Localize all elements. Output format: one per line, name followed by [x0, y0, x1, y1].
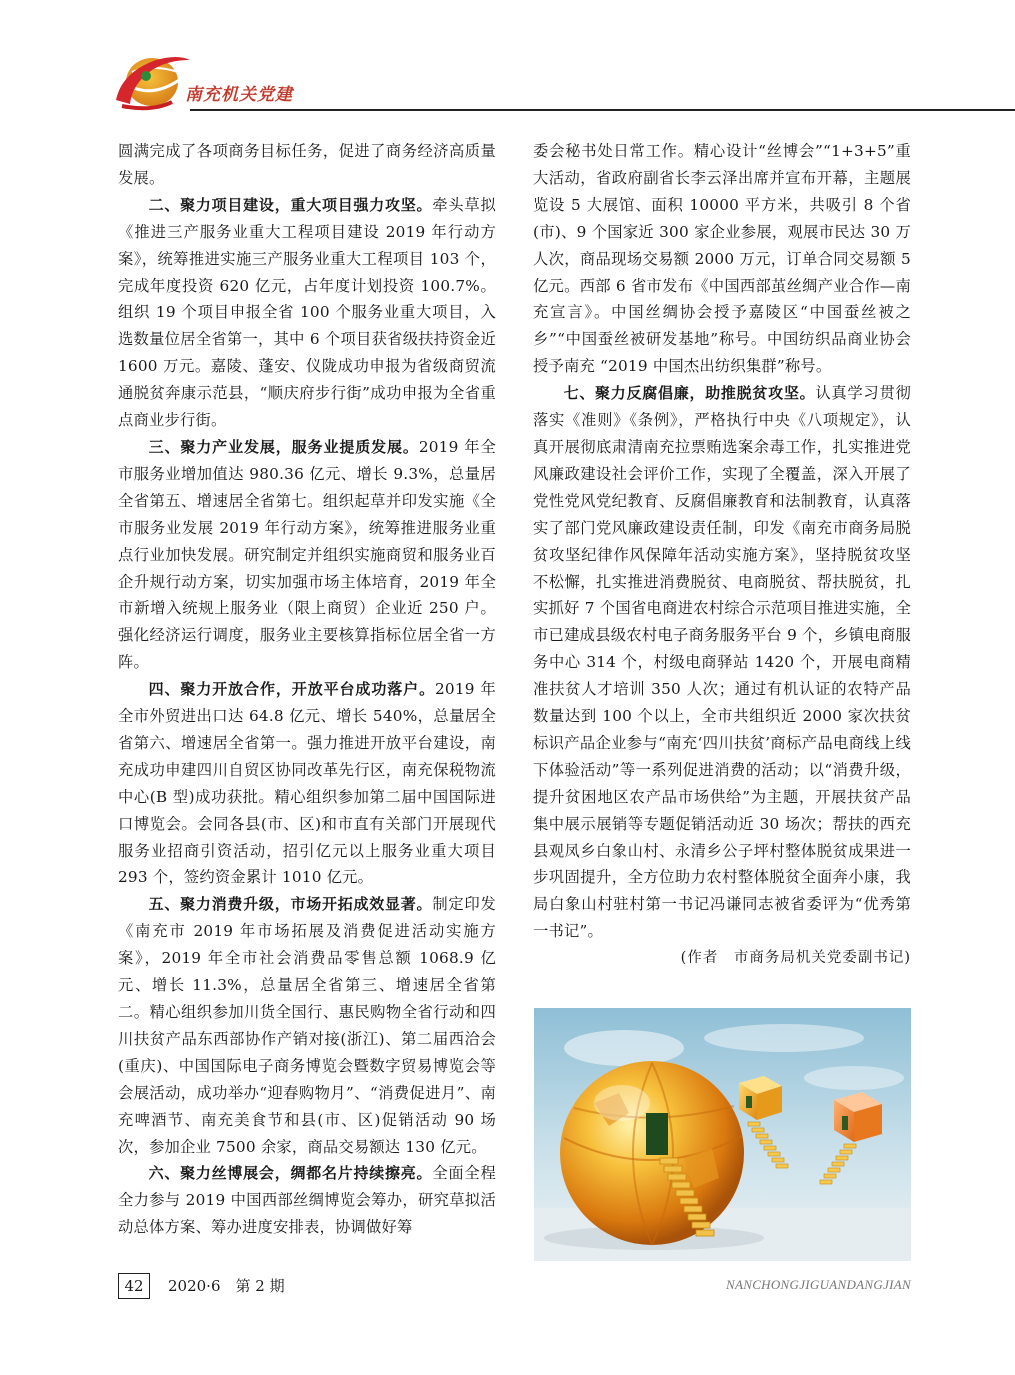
magazine-name: 南充机关党建 [185, 85, 293, 105]
magazine-logo-icon [112, 42, 192, 112]
issue-label: 2020·6 第 2 期 [168, 1277, 285, 1295]
page-header [0, 0, 1015, 130]
right-text-column [533, 138, 911, 971]
golden-globe-illustration [534, 1008, 911, 1261]
section-heading: 七、聚力反腐倡廉，助推脱贫攻坚。 [563, 384, 816, 403]
author-note: (作者 市商务局机关党委副书记) [680, 950, 911, 967]
paragraph-industry-development: 三、聚力产业发展，服务业提质发展。2019 年全市服务业增加值达 980.36 亿元、增长 9.3%，总量居全省第五、增速居全省第七。组织起草并印发实施《全市服务业发展 2019 年行动方案》，统筹推进服务业重点行业加快发展。研究制定并组织实施商贸和服务业百企升规行动方案，切实加强市场主体培育，2019 年全市新增入统规上服务业（限上商贸）企业近 250 户。强化经济运行调度，服务业主要核算指标位居全省一方阵。 [118, 437, 496, 672]
magazine-pinyin-title: NANCHONGJIGUANDANGJIAN [726, 1277, 911, 1292]
section-heading: 二、聚力项目建设，重大项目强力攻坚。 [148, 195, 433, 214]
left-text-column [118, 138, 496, 1241]
paragraph-open-cooperation: 四、聚力开放合作，开放平台成功落户。2019 年全市外贸进出口达 64.8 亿元、增长 540%，总量居全省第六、增速居全省第一。强力推进开放平台建设，南充成功申建四川自贸区协同改革先行区，南充保税物流中心(B 型)成功获批。精心组织参加第二届中国国际进口博览会。会同各县(市、区)和市直有关部门开展现代服务业招商引资活动，招引亿元以上服务业重大项目 293 个，签约资金累计 1010 亿元。 [118, 680, 496, 887]
header-divider [190, 109, 1015, 111]
paragraph-anti-corruption: 七、聚力反腐倡廉，助推脱贫攻坚。认真学习贯彻落实《准则》《条例》，严格执行中央《八项规定》，认真开展彻底肃清南充拉票贿选案余毒工作，扎实推进党风廉政建设社会评价工作，实现了全覆盖，深入开展了党性党风党纪教育、反腐倡廉教育和法制教育，认真落实了部门党风廉政建设责任制，印发《南充市商务局脱贫攻坚纪律作风保障年活动实施方案》，坚持脱贫攻坚不松懈，扎实推进消费脱贫、电商脱贫、帮扶脱贫，扎实抓好 7 个国省电商进农村综合示范项目推进实施，全市已建成县级农村电子商务服务平台 9 个，乡镇电商服务中心 314 个，村级电商驿站 1420 个，开展电商精准扶贫人才培训 350 人次；通过有机认证的农特产品数量达到 100 个以上，全市共组织近 2000 家次扶贫标识产品企业参与“南充‘四川扶贫’商标产品电商线上线下体验活动”等一系列促进消费的活动；以“消费升级，提升贫困地区农产品市场供给”为主题，开展扶贫产品集中展示展销等专题促销活动近 30 场次；帮扶的西充县观凤乡白象山村、永清乡公子坪村整体脱贫成果进一步巩固提升，全方位助力农村整体脱贫全面奔小康，我局白象山村驻村第一书记冯谦同志被省委评为“优秀第一书记”。 [533, 384, 911, 941]
section-heading: 五、聚力消费升级，市场开拓成效显著。 [148, 895, 433, 914]
page-number: 42 [118, 1273, 150, 1299]
paragraph-silk-expo-continued: 委会秘书处日常工作。精心设计“丝博会”“1+3+5”重大活动，省政府副省长李云泽出席并宣布开幕，主题展览设 5 大展馆、面积 10000 平方米，共吸引 8 个省(市)、9 个国家近 300 家企业参展，观展市民达 30 万人次，商品现场交易额 2000 万元，订单合同交易额 5 亿元。西部 6 省市发布《中国西部茧丝绸产业合作—南充宣言》。中国丝绸协会授予嘉陵区“中国蚕丝被之乡”“中国蚕丝被研发基地”称号。中国纺织品商业协会授予南充 “2019 中国杰出纺织集群”称号。 [533, 142, 911, 376]
section-heading: 三、聚力产业发展，服务业提质发展。 [148, 437, 419, 456]
paragraph-continuation: 圆满完成了各项商务目标任务，促进了商务经济高质量发展。 [118, 142, 496, 187]
paragraph-project-construction: 二、聚力项目建设，重大项目强力攻坚。牵头草拟《推进三产服务业重大工程项目建设 2019 年行动方案》，统筹推进实施三产服务业重大工程项目 103 个，完成年度投资 620 亿元，占年度计划投资 100.7%。组织 19 个项目申报全省 100 个服务业重大项目，入选数量位居全省第一，其中 6 个项目获省级扶持资金近 1600 万元。嘉陵、蓬安、仪陇成功申报为省级商贸流通脱贫奔康示范县，“顺庆府步行街”成功申报为全省重点商业步行街。 [118, 195, 496, 430]
paragraph-consumption-upgrade: 五、聚力消费升级，市场开拓成效显著。制定印发《南充市 2019 年市场拓展及消费促进活动实施方案》，2019 年全市社会消费品零售总额 1068.9 亿元、增长 11.3%，总量居全省第三、增速居全省第二。精心组织参加川货全国行、惠民购物全省行动和四川扶贫产品东西部协作产销对接(浙江)、第二届西洽会(重庆)、中国国际电子商务博览会暨数字贸易博览会等会展活动，成功举办“迎春购物月”、“消费促进月”、南充啤酒节、南充美食节和县(市、区)促销活动 90 场次，参加企业 7500 余家，商品交易额达 130 亿元。 [118, 895, 496, 1156]
paragraph-silk-expo: 六、聚力丝博展会，绸都名片持续擦亮。全面全程全力参与 2019 中国西部丝绸博览会筹办，研究草拟活动总体方案、筹办进度安排表，协调做好筹 [118, 1164, 496, 1237]
section-heading: 四、聚力开放合作，开放平台成功落户。 [148, 680, 435, 699]
section-heading: 六、聚力丝博展会，绸都名片持续擦亮。 [148, 1164, 433, 1183]
